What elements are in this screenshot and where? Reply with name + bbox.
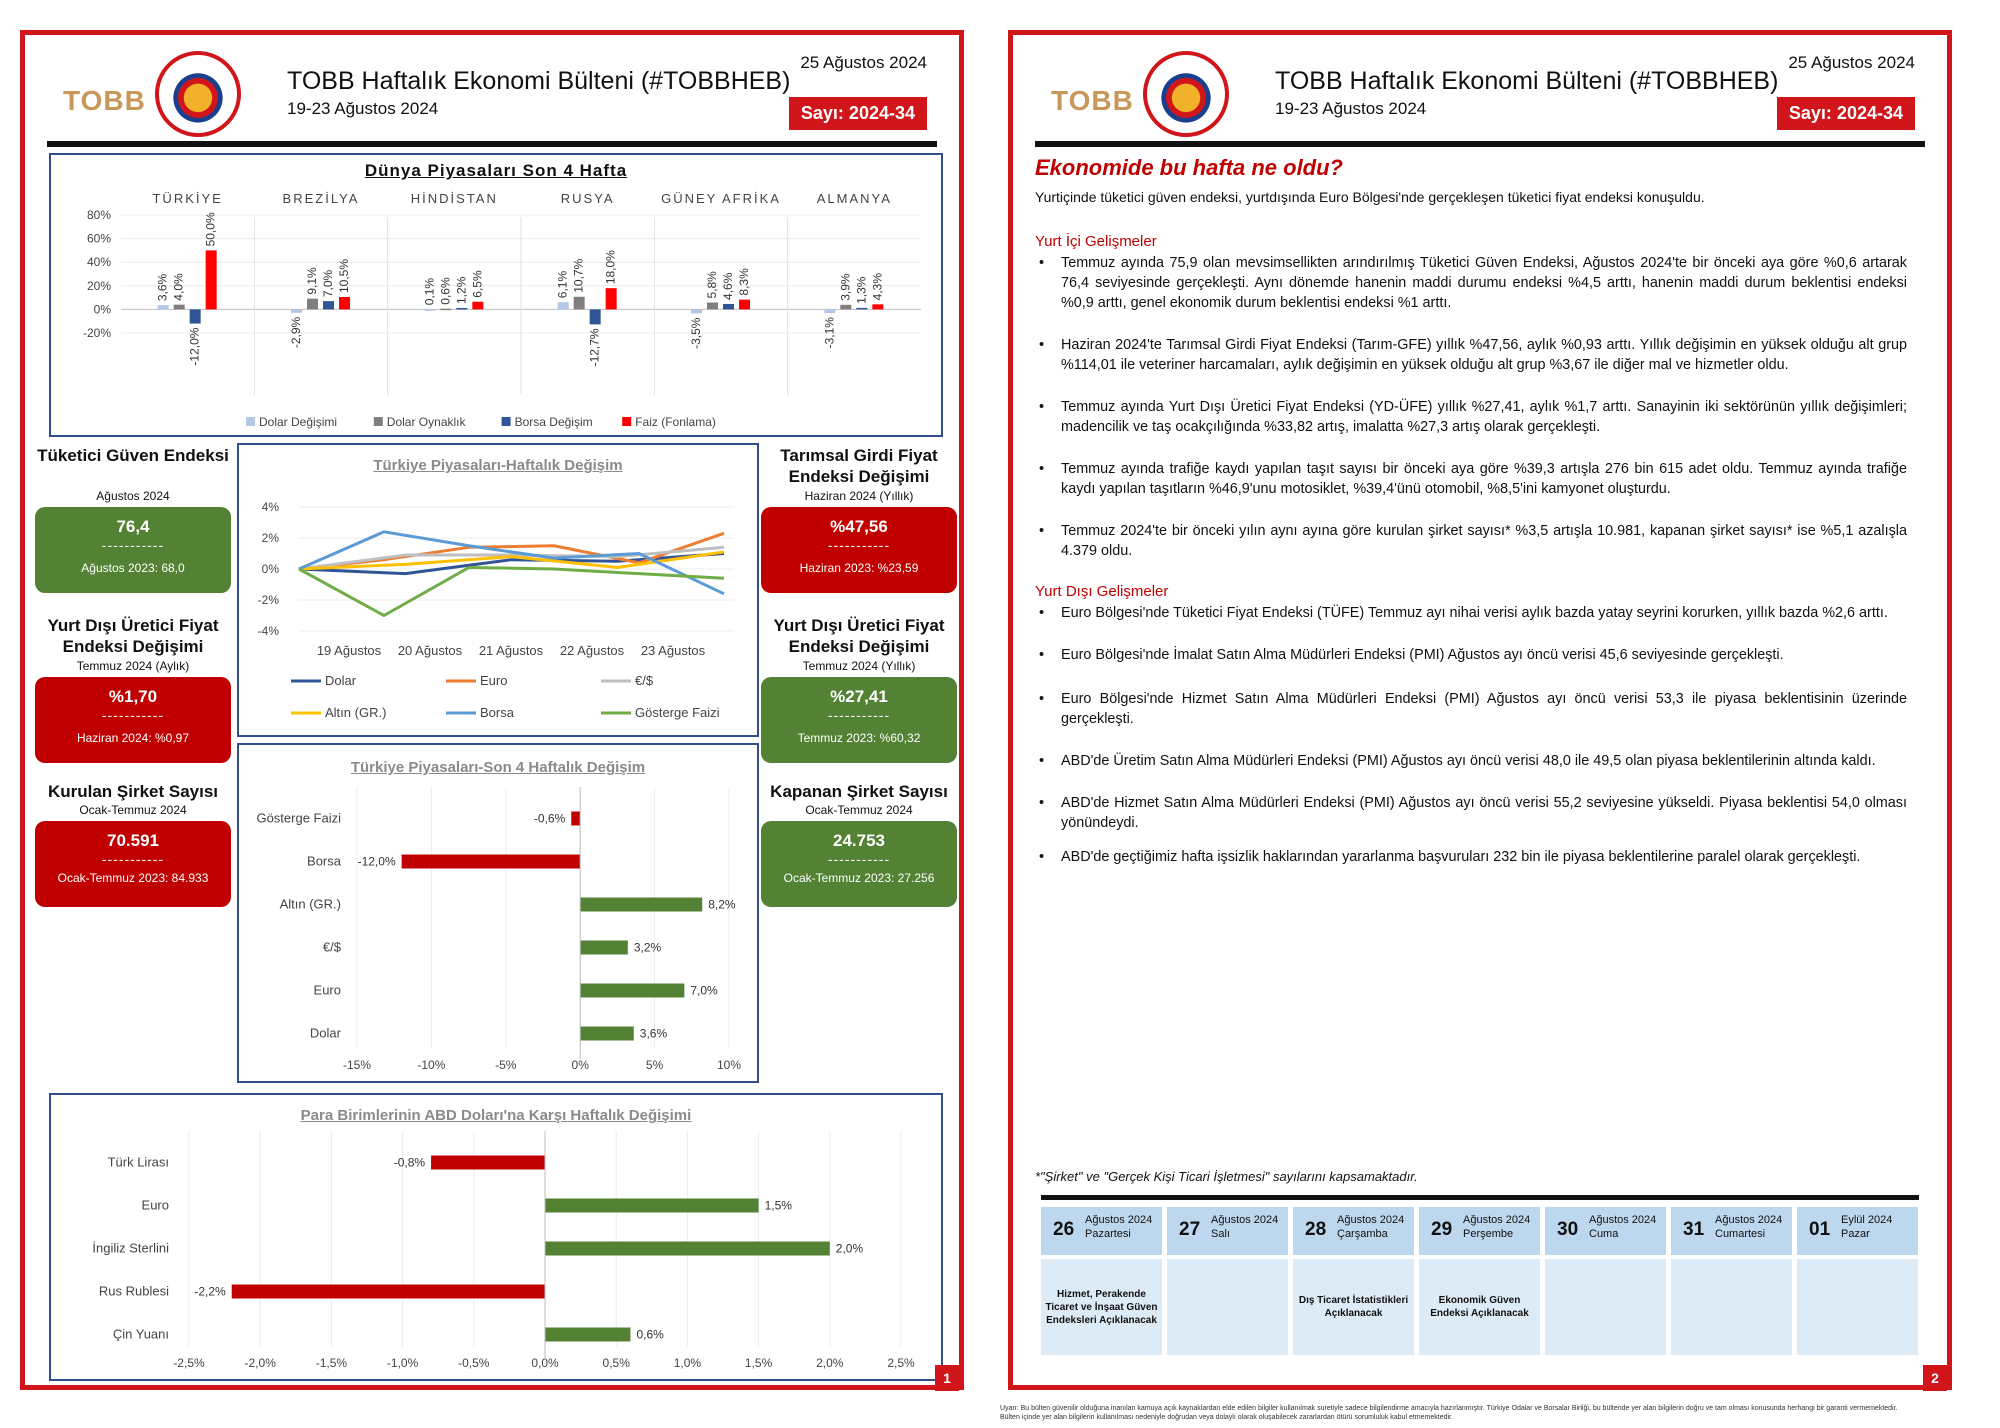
kpi-tarim-card [761, 507, 957, 593]
category-label: €/$ [322, 939, 341, 955]
data-label: 3,6% [639, 1026, 668, 1041]
legend-label: Dolar Değişimi [259, 415, 338, 429]
kpi-value: 70.591 [107, 831, 159, 850]
legend-label: Borsa [480, 705, 514, 720]
calendar-event: Hizmet, Perakende Ticaret ve İnşaat Güven Endeksleri Açıklanacak [1041, 1259, 1162, 1355]
calendar-day [1041, 1207, 1162, 1355]
data-label: 9,1% [305, 267, 319, 295]
calendar-month: Ağustos 2024 [1085, 1214, 1153, 1226]
weekly-chart-svg [239, 445, 757, 735]
bar [571, 812, 580, 826]
bar [824, 309, 835, 313]
bar [558, 302, 569, 309]
calendar-rule [1041, 1195, 1919, 1200]
y-tick-label: -4% [257, 624, 279, 638]
x-tick-label: -5% [495, 1058, 517, 1072]
category-label: Borsa [307, 853, 341, 869]
list-item: • Euro Bölgesi'nde Hizmet Satın Alma Müdürleri Endeksi (PMI) Ağustos ayı öncü verisi 53,3 ile piyasa beklentisinin üzerinde gerçekleşti. [1035, 689, 1907, 729]
legend-label: Faiz (Fonlama) [635, 415, 716, 429]
tobb-logo [63, 47, 283, 137]
tobb-seal-icon [1143, 51, 1229, 137]
legend-label: €/$ [635, 673, 654, 688]
calendar-day-number: 26 [1053, 1219, 1075, 1240]
x-tick-label: -0,5% [458, 1356, 490, 1370]
x-tick-label: 1,0% [673, 1356, 702, 1370]
bar [174, 305, 185, 310]
legend-swatch [374, 417, 383, 426]
category-label: Türk Lirası [107, 1154, 169, 1170]
weekly-chart-title: Türkiye Piyasaları-Haftalık Değişim [373, 457, 623, 474]
data-label: 18,0% [603, 250, 618, 285]
category-label: Rus Rublesi [98, 1283, 169, 1299]
news-section [1035, 155, 1907, 867]
page-number: 2 [1923, 1365, 1947, 1391]
calendar-day-number: 30 [1557, 1219, 1579, 1240]
x-tick-label: 2,5% [887, 1356, 915, 1370]
bar [545, 1328, 630, 1342]
world-chart-svg [51, 155, 941, 435]
calendar-day-header [1545, 1207, 1666, 1255]
kpi-ydufe-y-sub: Temmuz 2024 (Yıllık) [802, 659, 916, 673]
calendar-day-header [1419, 1207, 1540, 1255]
kpi-divider: ----------- [827, 707, 891, 723]
data-label: -12,0% [357, 854, 396, 869]
kpi-value: %1,70 [108, 687, 158, 706]
category-label: Çin Yuanı [112, 1326, 169, 1342]
kpi-tarim-title: Tarımsal Girdi Fiyat Endeksi Değişimi [780, 446, 938, 486]
kpi-value: 24.753 [833, 831, 885, 850]
x-tick-label: 21 Ağustos [478, 643, 544, 658]
bar [545, 1199, 759, 1213]
calendar-day [1419, 1207, 1540, 1355]
calendar-day-date [1463, 1213, 1530, 1241]
kpi-kurulan-card [35, 821, 231, 907]
kpi-divider: ----------- [827, 537, 891, 553]
bar [472, 302, 483, 310]
kpi-value: %47,56 [830, 517, 888, 536]
tobb-logo [1051, 47, 1271, 137]
bulletin-dates: 19-23 Ağustos 2024 [287, 99, 439, 118]
kpi-ydufe-card [35, 677, 231, 763]
list-item: • ABD'de geçtiğimiz hafta işsizlik haklarından yararlanma başvuruları 232 bin ile piyasa beklentilerine paralel olarak gerçekleşti. [1035, 847, 1907, 867]
bar [323, 301, 334, 309]
data-label: 8,2% [708, 897, 736, 912]
data-label: 50,0% [203, 212, 218, 247]
bar [739, 300, 750, 310]
data-label: -3,1% [822, 317, 837, 349]
disclaimer: Uyarı: Bu bülten güvenilir olduğuna inanılan kamuya açık kaynaklardan elde edilen bilgiler kullanılmak suretiyle sadece bilgilendirme amacıyla hazırlanmıştır. Türkiye Odalar ve Borsalar Birliği, bu bültende yer alan bilgilerin doğru ve tam olması konusunda herhangi bir garanti vermemektedir. Bülten içinde yer alan bilgilerin kullanılması nedeniyle doğrudan veya dolaylı olarak oluşabilecek zararlardan ötürü sorumluluk kabul etmemektedir. [1000, 1405, 1898, 1421]
data-label: 8,3% [737, 268, 751, 296]
legend-swatch [622, 417, 631, 426]
issue-badge: Sayı: 2024-34 [1777, 97, 1915, 130]
calendar-event [1671, 1259, 1792, 1355]
calendar-weekday: Pazartesi [1085, 1228, 1131, 1240]
x-tick-label: 22 Ağustos [559, 643, 625, 658]
kpi-ydufe-sub: Temmuz 2024 (Aylık) [76, 659, 190, 673]
calendar-day-header [1293, 1207, 1414, 1255]
calendar-day-header [1041, 1207, 1162, 1255]
country-label: ALMANYA [816, 191, 892, 206]
calendar-event [1545, 1259, 1666, 1355]
legend-swatch [502, 417, 511, 426]
data-label: -12,7% [587, 328, 602, 367]
calendar-day-date [1211, 1213, 1278, 1241]
list-item: • ABD'de Üretim Satın Alma Müdürleri Endeksi (PMI) Ağustos ayı öncü verisi 48,0 ile 49,5 olan piyasa beklentilerinin altında kaldı. [1035, 751, 1907, 771]
publish-date: 25 Ağustos 2024 [800, 53, 927, 72]
four-week-chart-svg [239, 745, 757, 1081]
kpi-kurulan-sub: Ocak-Temmuz 2024 [79, 803, 187, 817]
calendar-day-header [1797, 1207, 1918, 1255]
calendar-month: Ağustos 2024 [1715, 1214, 1783, 1226]
list-item: • Temmuz ayında trafiğe kaydı yapılan taşıt sayısı bir önceki aya göre %39,3 artışla 276 bin 615 adet oldu. Temmuz ayında trafiğe kaydı yapılan taşıtların %46,9'unu motosiklet, %39,4'ünü otomobil, %8,5'ini kamyonet oluşturdu. [1035, 459, 1907, 499]
kpi-value: 76,4 [116, 517, 150, 536]
calendar-event: Dış Ticaret İstatistikleri Açıklanacak [1293, 1259, 1414, 1355]
page-2 [1008, 30, 1952, 1390]
kpi-kapanan-title: Kapanan Şirket Sayısı [770, 782, 948, 801]
data-label: 1,3% [854, 276, 869, 304]
kpi-tuketici-sub: Ağustos 2024 [96, 489, 170, 503]
bar [590, 309, 601, 324]
calendar-day-number: 01 [1809, 1219, 1831, 1240]
fx-chart-title: Para Birimlerinin ABD Doları'na Karşı Haftalık Değişimi [300, 1107, 692, 1124]
x-tick-label: -1,0% [386, 1356, 419, 1370]
calendar-day-header [1671, 1207, 1792, 1255]
list-item: • ABD'de Hizmet Satın Alma Müdürleri Endeksi (PMI) Ağustos ayı öncü verisi 55,2 seviyesine yükseldi. Piyasa beklentisi 54,0 olması yönündeydi. [1035, 793, 1907, 833]
calendar-month: Ağustos 2024 [1337, 1214, 1405, 1226]
legend-label: Altın (GR.) [325, 705, 387, 720]
kpi-prev: Temmuz 2023: %60,32 [797, 731, 921, 745]
bar [291, 309, 302, 312]
legend-label: Borsa Değişim [514, 415, 593, 429]
y-tick-label: 80% [86, 208, 111, 222]
bar [424, 309, 435, 311]
logo-text: TOBB [63, 85, 146, 116]
category-label: İngiliz Sterlini [92, 1240, 169, 1256]
data-label: 3,9% [838, 273, 853, 301]
bar [580, 1027, 634, 1041]
calendar-day-date [1715, 1213, 1782, 1241]
list-item: • Temmuz 2024'te bir önceki yılın aynı ayına göre kurulan şirket sayısı* %3,5 artışla 10.981, kapanan şirket sayısı* ise %5,1 azalışla 4.379 oldu. [1035, 521, 1907, 561]
four-week-chart-title: Türkiye Piyasaları-Son 4 Haftalık Değişim [350, 759, 646, 776]
tobb-seal-icon [155, 51, 241, 137]
calendar-day-date [1085, 1213, 1152, 1241]
legend-label: Dolar [325, 673, 357, 688]
data-label: 0,6% [438, 277, 453, 305]
bar [691, 309, 702, 313]
page-1 [20, 30, 964, 1390]
y-tick-label: 0% [93, 302, 111, 317]
kpi-prev: Haziran 2023: %23,59 [799, 561, 919, 575]
kpi-ydufe-title: Yurt Dışı Üretici Fiyat Endeksi Değişimi [47, 616, 219, 656]
header-rule [47, 141, 937, 147]
country-label: TÜRKİYE [152, 191, 223, 206]
data-label: 4,0% [171, 273, 186, 301]
data-label: -0,6% [533, 811, 566, 826]
data-label: 10,5% [337, 258, 351, 294]
bar [431, 1156, 545, 1170]
weekly-change-chart [237, 443, 759, 737]
x-tick-label: 5% [645, 1058, 664, 1072]
kpi-tuketici-title: Tüketici Güven Endeksi [37, 446, 229, 465]
data-label: 1,2% [454, 276, 469, 304]
legend-label: Gösterge Faizi [635, 705, 720, 720]
foreign-list [1035, 603, 1907, 867]
data-label: 7,0% [690, 983, 718, 998]
foreign-title: Yurt Dışı Gelişmeler [1035, 583, 1169, 600]
calendar-weekday: Salı [1211, 1228, 1230, 1240]
data-label: 2,0% [835, 1241, 864, 1256]
x-tick-label: 19 Ağustos [316, 643, 382, 658]
calendar-month: Ağustos 2024 [1463, 1214, 1531, 1226]
bar [872, 304, 883, 309]
bar [574, 297, 585, 310]
calendar-weekday: Perşembe [1463, 1228, 1514, 1240]
calendar-weekday: Cuma [1589, 1228, 1619, 1240]
page-number: 1 [935, 1365, 959, 1391]
bar [232, 1285, 545, 1299]
kpi-prev: Haziran 2024: %0,97 [76, 731, 190, 745]
data-label: -2,9% [289, 316, 303, 349]
fx-chart-svg [51, 1095, 941, 1379]
news-heading: Ekonomide bu hafta ne oldu? [1035, 155, 1343, 180]
category-label: Altın (GR.) [279, 896, 341, 912]
bar [158, 305, 169, 309]
footnote: *"Şirket" ve "Gerçek Kişi Ticari İşletmesi" sayılarını kapsamaktadır. [1035, 1169, 1418, 1184]
calendar-month: Ağustos 2024 [1589, 1214, 1657, 1226]
issue-badge: Sayı: 2024-34 [789, 97, 927, 130]
category-label: Euro [313, 982, 341, 998]
y-tick-label: 20% [86, 278, 111, 293]
y-tick-label: 2% [261, 531, 279, 545]
calendar-event [1797, 1259, 1918, 1355]
news-intro: Yurtiçinde tüketici güven endeksi, yurtdışında Euro Bölgesi'nde gerçekleşen tüketici fiyat endeksi konuşuldu. [1035, 189, 1705, 205]
calendar-day [1167, 1207, 1288, 1355]
data-label: 3,2% [633, 940, 662, 955]
legend-label: Euro [480, 673, 508, 688]
kpi-kapanan-card [761, 821, 957, 907]
legend-label: Dolar Oynaklık [386, 415, 466, 429]
kpi-divider: ----------- [101, 537, 165, 553]
kpi-value: %27,41 [830, 687, 888, 706]
data-label: -3,5% [689, 317, 703, 349]
four-week-chart [237, 743, 759, 1083]
fx-change-chart [49, 1093, 943, 1381]
data-label: 5,8% [705, 271, 719, 299]
bulletin-title: TOBB Haftalık Ekonomi Bülteni (#TOBBHEB) [1275, 67, 1779, 95]
data-label: 4,6% [721, 272, 735, 300]
kpi-divider: ----------- [101, 707, 165, 723]
calendar-day-date [1589, 1213, 1656, 1241]
x-tick-label: 0,0% [531, 1356, 559, 1370]
bar [402, 855, 581, 869]
list-item: • Haziran 2024'te Tarımsal Girdi Fiyat Endeksi (Tarım-GFE) yıllık %47,56, aylık %0,93 arttı. Yıllık değişimin en yüksek olduğu alt grup %114,01 ile veteriner harcamaları, aylık değişimin en yüksek olduğu alt grup %3,67 ile diğer mal ve hizmetler oldu. [1035, 335, 1907, 375]
series-line [299, 567, 724, 615]
kpi-ydufe-y-title: Yurt Dışı Üretici Fiyat Endeksi Değişimi [773, 616, 945, 656]
calendar-day [1545, 1207, 1666, 1355]
data-label: -0,8% [393, 1155, 426, 1170]
bar [580, 941, 628, 955]
x-tick-label: -10% [417, 1058, 446, 1072]
x-tick-label: -2,0% [244, 1356, 276, 1370]
x-tick-label: 20 Ağustos [397, 643, 463, 658]
bar [456, 308, 467, 310]
bar [723, 304, 734, 309]
category-label: Euro [141, 1197, 169, 1213]
bulletin-title: TOBB Haftalık Ekonomi Bülteni (#TOBBHEB) [287, 67, 791, 95]
data-label: 6,5% [470, 270, 485, 298]
calendar-weekday: Çarşamba [1337, 1228, 1388, 1240]
x-tick-label: -15% [342, 1058, 372, 1072]
calendar-event [1167, 1259, 1288, 1355]
calendar-day-date [1841, 1213, 1892, 1241]
list-item: • Euro Bölgesi'nde Tüketici Fiyat Endeksi (TÜFE) Temmuz ayı nihai verisi aylık bazda yatay seyrini korurken, yıllık bazda %2,6 arttı. [1035, 603, 1907, 623]
y-tick-label: 0% [261, 562, 279, 576]
calendar-day-header [1167, 1207, 1288, 1255]
publish-date: 25 Ağustos 2024 [1788, 53, 1915, 72]
world-markets-chart [49, 153, 943, 437]
data-label: -12,0% [187, 327, 202, 366]
country-label: GÜNEY AFRİKA [661, 191, 781, 206]
y-tick-label: 60% [86, 231, 111, 246]
calendar-day-number: 29 [1431, 1219, 1453, 1240]
bar [440, 309, 451, 311]
data-label: 6,1% [555, 270, 570, 299]
bar [206, 250, 217, 309]
x-tick-label: 10% [716, 1058, 742, 1072]
calendar-day-number: 28 [1305, 1219, 1327, 1240]
kpi-kurulan-title: Kurulan Şirket Sayısı [47, 782, 219, 801]
calendar-weekday: Cumartesi [1715, 1228, 1766, 1240]
bar [840, 305, 851, 310]
data-label: 4,3% [870, 272, 885, 301]
category-label: Gösterge Faizi [256, 810, 341, 826]
country-label: BREZİLYA [282, 191, 360, 206]
y-tick-label: 40% [86, 255, 111, 270]
calendar-event: Ekonomik Güven Endeksi Açıklanacak [1419, 1259, 1540, 1355]
x-tick-label: 2,0% [816, 1356, 844, 1370]
kpi-prev: Ağustos 2023: 68,0 [81, 561, 185, 575]
calendar-day-number: 27 [1179, 1219, 1201, 1240]
bar [307, 299, 318, 310]
kpi-prev: Ocak-Temmuz 2023: 27.256 [783, 871, 935, 885]
country-label: RUSYA [560, 191, 615, 206]
bulletin-dates: 19-23 Ağustos 2024 [1275, 99, 1427, 118]
data-label: -2,2% [194, 1284, 226, 1299]
list-item: • Temmuz ayında 75,9 olan mevsimsellikten arındırılmış Tüketici Güven Endeksi, Ağustos 2024'te bir önceki aya göre %0,6 artarak 76,4 seviyesinde gerçekleşti. Aynı dönemde hanenin maddi durumu endeksi %4,5 arttı, hanenin maddi durum beklentisi endeksi %0,9 arttı, genel ekonomik durum beklentisi endeksi %1 arttı. [1035, 253, 1907, 313]
country-label: HİNDİSTAN [410, 191, 498, 206]
kpi-tuketici-card [35, 507, 231, 593]
calendar-day-number: 31 [1683, 1219, 1705, 1240]
bar [707, 303, 718, 310]
bar [545, 1242, 830, 1256]
kpi-prev: Ocak-Temmuz 2023: 84.933 [57, 871, 209, 885]
bar [339, 297, 350, 309]
legend-swatch [246, 417, 255, 426]
header-rule [1035, 141, 1925, 147]
data-label: 0,6% [636, 1327, 664, 1342]
data-label: 7,0% [321, 269, 335, 298]
calendar-day [1797, 1207, 1918, 1355]
calendar-month: Ağustos 2024 [1211, 1214, 1279, 1226]
x-tick-label: 1,5% [744, 1356, 773, 1370]
calendar-weekday: Pazar [1841, 1228, 1870, 1240]
x-tick-label: -2,5% [173, 1356, 205, 1370]
y-tick-label: -2% [257, 593, 279, 607]
y-tick-label: -20% [82, 326, 111, 340]
calendar-month: Eylül 2024 [1841, 1214, 1893, 1226]
bar [580, 984, 684, 998]
kpi-kapanan-sub: Ocak-Temmuz 2024 [805, 803, 913, 817]
data-label: 1,5% [764, 1198, 792, 1213]
calendar-day [1671, 1207, 1792, 1355]
x-tick-label: 0,5% [602, 1356, 630, 1370]
data-label: 0,1% [422, 277, 437, 306]
list-item: • Temmuz ayında Yurt Dışı Üretici Fiyat Endeksi (YD-ÜFE) yıllık %27,41, aylık %1,7 arttı. Sanayinin iki sektörünün yıllık değişimleri; madencilik ve taş ocakçılığında %33,82 artış, imalatta %27,3 artış olarak gerçekleşti. [1035, 397, 1907, 437]
kpi-tarim-sub: Haziran 2024 (Yıllık) [804, 489, 914, 503]
bar [856, 308, 867, 310]
kpi-divider: ----------- [827, 851, 891, 867]
logo-text: TOBB [1051, 85, 1134, 116]
data-label: 10,7% [571, 258, 586, 293]
kpi-ydufe-y-card [761, 677, 957, 763]
page-header [25, 35, 959, 145]
x-tick-label: -1,5% [315, 1356, 348, 1370]
bar [580, 898, 702, 912]
category-label: Dolar [309, 1025, 341, 1041]
x-tick-label: 23 Ağustos [640, 643, 706, 658]
domestic-list [1035, 253, 1907, 561]
world-chart-title: Dünya Piyasaları Son 4 Hafta [364, 161, 628, 180]
kpi-divider: ----------- [101, 851, 165, 867]
y-tick-label: 4% [261, 500, 279, 514]
page-header [1013, 35, 1947, 145]
data-label: 3,6% [155, 273, 170, 302]
bar [606, 288, 617, 309]
calendar-day [1293, 1207, 1414, 1355]
domestic-title: Yurt İçi Gelişmeler [1035, 233, 1157, 250]
x-tick-label: 0% [571, 1058, 589, 1072]
list-item: • Euro Bölgesi'nde İmalat Satın Alma Müdürleri Endeksi (PMI) Ağustos ayı öncü verisi 45,6 seviyesinde gerçekleşti. [1035, 645, 1907, 665]
calendar-day-date [1337, 1213, 1404, 1241]
bar [190, 309, 201, 323]
